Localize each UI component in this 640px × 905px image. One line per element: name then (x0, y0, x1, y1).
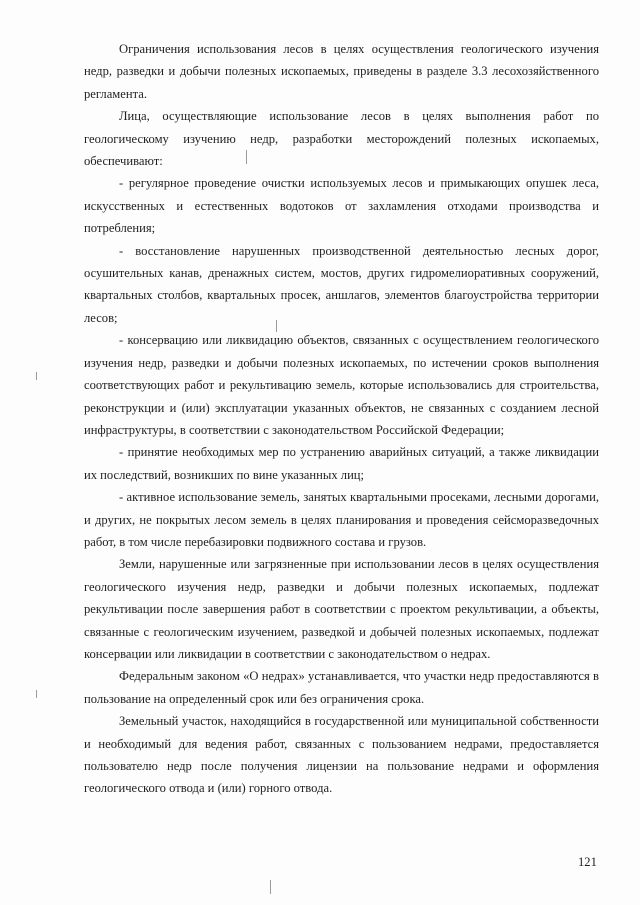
paragraph-land-plot: Земельный участок, находящийся в государственной или муниципальной собственности и необходимый для ведения работ, связанных с пользованием недрами, предоставляется пользователю недр после получения лицензии на пользование недрами и оформления геологического отвода и (или) горного отвода. (84, 714, 599, 796)
body-text (84, 38, 599, 800)
list-item-land-use: - активное использование земель, занятых квартальными просеками, лесными дорогами, и других, не покрытых лесом земель в целях планирования и проведения сейсморазведочных работ, в том числе перебазировки подвижного состава и грузов. (84, 490, 599, 549)
paragraph-federal-law: Федеральным законом «О недрах» устанавливается, что участки недр предоставляются в пользование на определенный срок или без ограничения срока. (84, 669, 599, 706)
scan-mark (270, 880, 271, 894)
scan-mark (36, 372, 37, 380)
page-number: 121 (578, 855, 597, 869)
paragraph-recultivation: Земли, нарушенные или загрязненные при использовании лесов в целях осуществления геологического изучения недр, разведки и добычи полезных ископаемых, подлежат рекультивации после завершения работ в соответствии с проектом рекультивации, а объекты, связанные с геологическим изучением, разведкой и добычей полезных ископаемых, подлежат консервации или ликвидации в соответствии с законодательством о недрах. (84, 557, 599, 661)
scan-mark (36, 690, 37, 698)
paragraph-obligations-intro: Лица, осуществляющие использование лесов в целях выполнения работ по геологическому изучению недр, разработки месторождений полезных ископаемых, обеспечивают: (84, 109, 599, 169)
scan-mark (246, 150, 247, 164)
list-item-conservation: - консервацию или ликвидацию объектов, связанных с осуществлением геологического изучения недр, разведки и добычи полезных ископаемых, по истечении сроков выполнения соответствующих работ и рекультивацию земель, которые использовались для строительства, реконструкции и (или) эксплуатации указанных объектов, не связанных с созданием лесной инфраструктуры, в соответствии с законодательством Российской Федерации; (84, 333, 599, 437)
scan-mark (276, 320, 277, 332)
paragraph-restrictions: Ограничения использования лесов в целях осуществления геологического изучения недр, разведки и добычи полезных ископаемых, приведены в разделе 3.3 лесохозяйственного регламента. (84, 42, 599, 101)
list-item-emergency: - принятие необходимых мер по устранению аварийных ситуаций, а также ликвидации их последствий, возникших по вине указанных лиц; (84, 445, 599, 482)
list-item-restoration: - восстановление нарушенных производственной деятельностью лесных дорог, осушительных канав, дренажных систем, мостов, других гидромелиоративных сооружений, квартальных столбов, квартальных просек, аншлагов, элементов благоустройства территории лесов; (84, 243, 599, 325)
list-item-cleaning: - регулярное проведение очистки используемых лесов и примыкающих опушек леса, искусственных и естественных водотоков от захламления отходами производства и потребления; (84, 176, 599, 236)
